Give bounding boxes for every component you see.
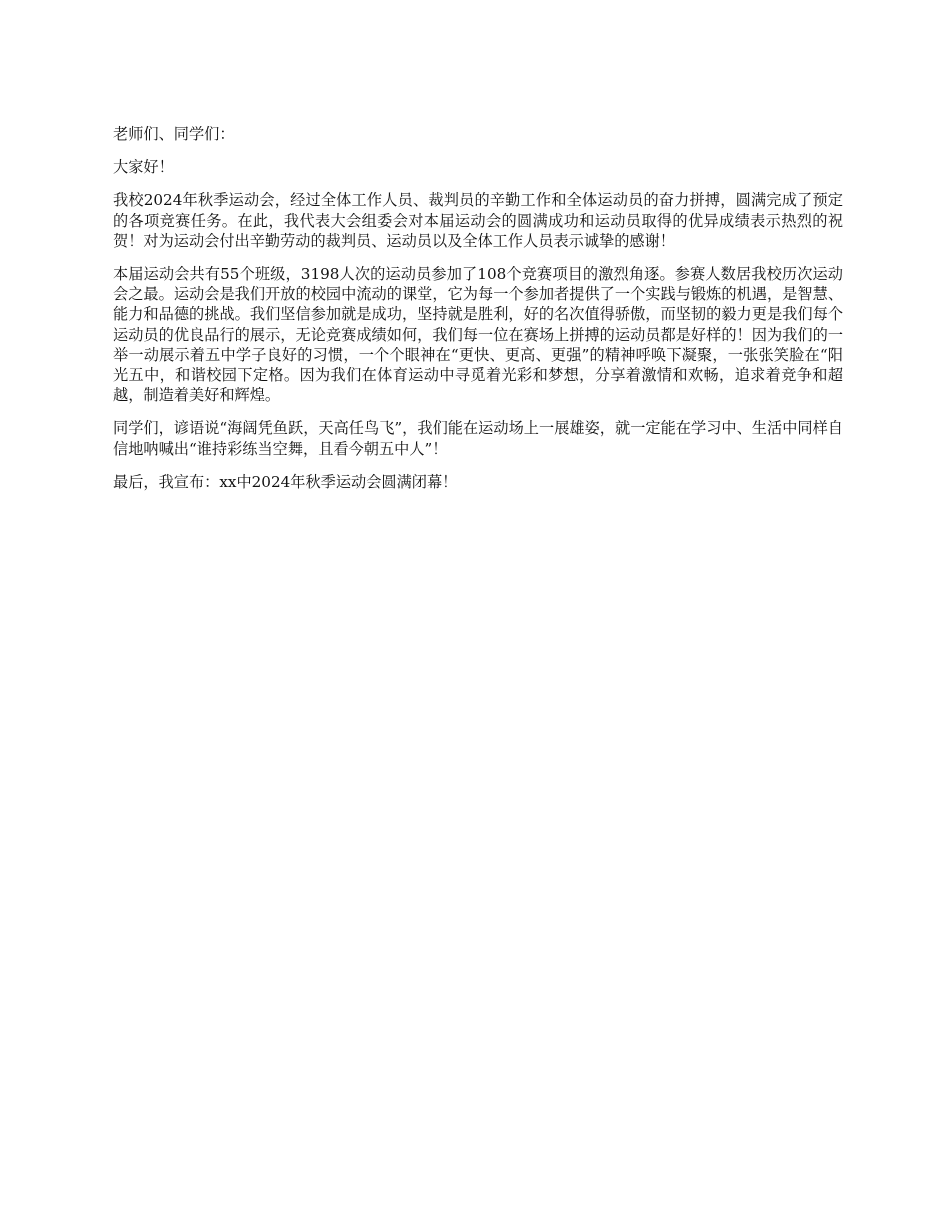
paragraph-congratulations: 我校2024年秋季运动会，经过全体工作人员、裁判员的辛勤工作和全体运动员的奋力拼搏，圆满完成了预定的各项竞赛任务。在此，我代表大会组委会对本届运动会的圆满成功和运动员取得的优异成绩表示热烈的祝贺！对为运动会付出辛勤劳动的裁判员、运动员以及全体工作人员表示诚挚的感谢！ — [113, 191, 843, 250]
paragraph-encouragement: 同学们，谚语说“海阔凭鱼跃，天高任鸟飞”，我们能在运动场上一展雄姿，就一定能在学习中、生活中同样自信地呐喊出“谁持彩练当空舞，且看今朝五中人”！ — [113, 419, 843, 458]
salutation: 老师们、同学们： — [113, 125, 235, 143]
greeting: 大家好！ — [113, 158, 174, 177]
paragraph-summary: 本届运动会共有55个班级，3198人次的运动员参加了108个竞赛项目的激烈角逐。参赛人数居我校历次运动会之最。运动会是我们开放的校园中流动的课堂，它为每一个参加者提供了一个实践与锻炼的机遇，是智慧、能力和品德的挑战。我们坚信参加就是成功，坚持就是胜利，好的名次值得骄傲，而坚韧的毅力更是我们每个运动员的优良品行的展示，无论竞赛成绩如何，我们每一位在赛场上拼搏的运动员都是好样的！因为我们的一举一动展示着五中学子良好的习惯，一个个眼神在“更快、更高、更强”的精神呼唤下凝聚，一张张笑脸在“阳光五中，和谐校园下定格。因为我们在体育运动中寻觅着光彩和梦想，分享着激情和欢畅，追求着竞争和超越，制造着美好和辉煌。 — [113, 265, 843, 405]
paragraph-closing: 最后，我宣布：xx中2024年秋季运动会圆满闭幕！ — [113, 472, 458, 491]
document-body — [113, 124, 843, 505]
